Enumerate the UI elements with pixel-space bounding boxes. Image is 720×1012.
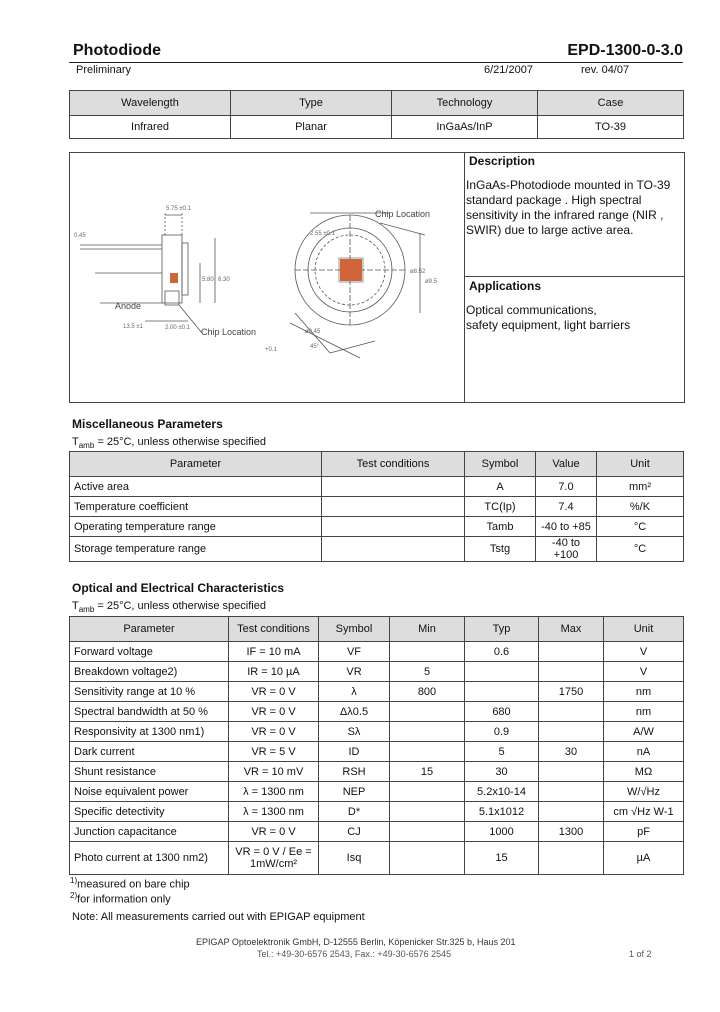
dim-label: 6.30 <box>218 277 230 283</box>
misc-cell-param: Active area <box>70 477 322 497</box>
optical-row <box>70 762 684 782</box>
optical-cell-max <box>539 722 604 742</box>
footnote-1-text: measured on bare chip <box>77 878 190 891</box>
optical-cell-cond: IR = 10 µA <box>229 662 319 682</box>
misc-row <box>70 497 684 517</box>
optical-cell-unit: µA <box>604 842 684 875</box>
optical-cell-cond: VR = 0 V <box>229 702 319 722</box>
dim-label: +0.1 <box>265 347 277 353</box>
optical-row <box>70 782 684 802</box>
optical-cell-typ: 15 <box>465 842 539 875</box>
misc-header: Unit <box>597 452 684 477</box>
dim-label: 2.55 ±0.1 <box>310 231 335 237</box>
optical-cell-typ <box>465 662 539 682</box>
summary-value: Infrared <box>70 116 231 139</box>
optical-cell-min <box>390 782 465 802</box>
optical-cell-param: Specific detectivity <box>70 802 229 822</box>
optical-cell-min <box>390 642 465 662</box>
misc-cell-symbol: A <box>465 477 536 497</box>
description-line: standard package . High spectral <box>466 193 642 207</box>
misc-cell-symbol: Tstg <box>465 537 536 562</box>
optical-cell-symbol: Isq <box>319 842 390 875</box>
misc-header: Value <box>536 452 597 477</box>
optical-cell-unit: nm <box>604 702 684 722</box>
optical-cell-min <box>390 802 465 822</box>
footnote-1: $^{1)}$measured on bare chip <box>70 876 190 891</box>
dim-label: 5.75 ±0.1 <box>166 206 191 212</box>
optical-cell-max <box>539 662 604 682</box>
optical-cell-symbol: NEP <box>319 782 390 802</box>
description-line: SWIR) due to large active area. <box>466 223 634 237</box>
dim-label: ø9.5 <box>425 279 438 285</box>
optical-cell-param: Photo current at 1300 nm2) <box>70 842 229 875</box>
optical-cell-cond: VR = 0 V <box>229 822 319 842</box>
misc-cell-unit: mm² <box>597 477 684 497</box>
part-number: EPD-1300-0-3.0 <box>567 42 683 59</box>
misc-table <box>69 451 684 562</box>
optical-cell-param: Forward voltage <box>70 642 229 662</box>
misc-row <box>70 517 684 537</box>
optical-cell-max <box>539 762 604 782</box>
misc-cell-value: -40 to +85 <box>536 517 597 537</box>
optical-cell-typ: 680 <box>465 702 539 722</box>
optical-cell-typ: 5 <box>465 742 539 762</box>
summary-header: Wavelength <box>70 91 231 116</box>
optical-condition: $T_{amb} = 25^\circ C$, unless otherwise specified <box>72 600 266 615</box>
misc-header: Parameter <box>70 452 322 477</box>
optical-cell-symbol: λ <box>319 682 390 702</box>
dim-label: 0.45 <box>74 233 86 239</box>
misc-condition-text: unless otherwise specified <box>137 436 266 448</box>
optical-cell-symbol: VR <box>319 662 390 682</box>
description-text <box>466 178 670 238</box>
optical-cell-unit: nm <box>604 682 684 702</box>
misc-cell-param: Operating temperature range <box>70 517 322 537</box>
applications-line: safety equipment, light barriers <box>466 318 631 332</box>
optical-row <box>70 682 684 702</box>
optical-heading: Optical and Electrical Characteristics <box>72 581 285 595</box>
top-chip <box>340 259 362 281</box>
misc-cell-unit: °C <box>597 537 684 562</box>
applications-text <box>466 303 630 333</box>
optical-table <box>69 616 684 875</box>
optical-cell-cond: λ = 1300 nm <box>229 802 319 822</box>
panel-divider <box>464 152 465 402</box>
optical-cell-cond: VR = 10 mV <box>229 762 319 782</box>
optical-header: Test conditions <box>229 617 319 642</box>
dim-label: 13.5 ±1 <box>123 324 143 330</box>
misc-heading: Miscellaneous Parameters <box>72 417 223 431</box>
panel-hdivider <box>464 276 684 277</box>
optical-header: Typ <box>465 617 539 642</box>
optical-cell-cond: IF = 10 mA <box>229 642 319 662</box>
optical-cell-min <box>390 742 465 762</box>
misc-cell-unit: °C <box>597 517 684 537</box>
optical-cell-unit: A/W <box>604 722 684 742</box>
optical-cell-symbol: CJ <box>319 822 390 842</box>
side-chip <box>170 273 178 283</box>
misc-cell-cond <box>322 537 465 562</box>
optical-row <box>70 702 684 722</box>
optical-cell-max: 1300 <box>539 822 604 842</box>
optical-cell-unit: V <box>604 642 684 662</box>
optical-cell-max <box>539 782 604 802</box>
misc-cell-param: Temperature coefficient <box>70 497 322 517</box>
misc-cell-cond <box>322 517 465 537</box>
summary-table <box>69 90 684 139</box>
optical-header: Unit <box>604 617 684 642</box>
misc-row <box>70 477 684 497</box>
package-drawing <box>70 153 463 400</box>
optical-cell-typ: 30 <box>465 762 539 782</box>
optical-cell-typ: 1000 <box>465 822 539 842</box>
misc-cell-value: 7.4 <box>536 497 597 517</box>
optical-cell-unit: V <box>604 662 684 682</box>
misc-cell-value: -40 to +100 <box>536 537 597 562</box>
dim-label: 5.80 <box>202 277 214 283</box>
optical-header: Symbol <box>319 617 390 642</box>
footnote-2: $^{2)}$for information only <box>70 891 171 906</box>
optical-cell-typ <box>465 682 539 702</box>
description-line: InGaAs-Photodiode mounted in TO-39 <box>466 178 671 192</box>
footer-page: 1 of 2 <box>629 949 652 959</box>
footer-contact: Tel.: +49-30-6576 2543, Fax.: +49-30-6576 2545 <box>257 949 452 959</box>
optical-cell-symbol: RSH <box>319 762 390 782</box>
optical-cell-typ: 0.6 <box>465 642 539 662</box>
optical-cell-param: Breakdown voltage2) <box>70 662 229 682</box>
misc-cell-symbol: TC(Ip) <box>465 497 536 517</box>
optical-cell-cond: VR = 5 V <box>229 742 319 762</box>
optical-row <box>70 662 684 682</box>
optical-condition-text: unless otherwise specified <box>137 600 266 612</box>
optical-row <box>70 802 684 822</box>
dim-label: ø8.52 <box>410 269 426 275</box>
status-label: Preliminary <box>76 64 132 76</box>
optical-cell-param: Sensitivity range at 10 % <box>70 682 229 702</box>
optical-cell-typ: 5.2x10-14 <box>465 782 539 802</box>
doc-title: Photodiode <box>73 42 161 59</box>
optical-cell-param: Junction capacitance <box>70 822 229 842</box>
optical-cell-param: Spectral bandwidth at 50 % <box>70 702 229 722</box>
optical-cell-symbol: Sλ <box>319 722 390 742</box>
optical-row <box>70 642 684 662</box>
dim-label: 2.00 ±0.1 <box>165 325 190 331</box>
applications-line: Optical communications, <box>466 303 597 317</box>
misc-cell-cond <box>322 477 465 497</box>
summary-header: Type <box>231 91 392 116</box>
optical-header: Min <box>390 617 465 642</box>
footnote-2-text: for information only <box>77 893 171 906</box>
summary-value: InGaAs/InP <box>392 116 538 139</box>
optical-cell-min: 5 <box>390 662 465 682</box>
optical-cell-min <box>390 822 465 842</box>
description-line: sensitivity in the infrared range (NIR , <box>466 208 664 222</box>
optical-cell-unit: W/√Hz <box>604 782 684 802</box>
optical-cell-cond: VR = 0 V / Ee = 1mW/cm² <box>229 842 319 875</box>
chip-location-label-top: Chip Location <box>375 209 431 219</box>
anode-label: Anode <box>115 301 142 311</box>
optical-cell-typ: 0.9 <box>465 722 539 742</box>
optical-cell-min <box>390 722 465 742</box>
summary-header: Case <box>538 91 684 116</box>
optical-cell-symbol: VF <box>319 642 390 662</box>
misc-cell-cond <box>322 497 465 517</box>
chip-location-label-bottom: Chip Location <box>201 327 257 337</box>
description-heading: Description <box>469 154 536 168</box>
misc-cell-value: 7.0 <box>536 477 597 497</box>
optical-cell-symbol: ID <box>319 742 390 762</box>
doc-date: 6/21/2007 <box>484 64 533 76</box>
optical-cell-unit: nA <box>604 742 684 762</box>
revision: rev. 04/07 <box>581 64 630 76</box>
optical-row <box>70 842 684 875</box>
optical-cell-typ: 5.1x1012 <box>465 802 539 822</box>
optical-cell-min: 800 <box>390 682 465 702</box>
misc-row <box>70 537 684 562</box>
footnote-all: Note: All measurements carried out with EPIGAP equipment <box>72 911 365 923</box>
header-rule <box>69 62 683 63</box>
optical-cell-unit: pF <box>604 822 684 842</box>
optical-row <box>70 822 684 842</box>
optical-cell-min: 15 <box>390 762 465 782</box>
optical-cell-max <box>539 642 604 662</box>
optical-cell-param: Dark current <box>70 742 229 762</box>
misc-header: Test conditions <box>322 452 465 477</box>
optical-cell-symbol: D* <box>319 802 390 822</box>
optical-cell-max: 1750 <box>539 682 604 702</box>
optical-cell-max: 30 <box>539 742 604 762</box>
applications-heading: Applications <box>469 279 542 293</box>
dim-label: ø0.45 <box>305 329 321 335</box>
optical-cell-unit: MΩ <box>604 762 684 782</box>
optical-cell-cond: VR = 0 V <box>229 682 319 702</box>
optical-cell-symbol: Δλ0.5 <box>319 702 390 722</box>
optical-cell-cond: λ = 1300 nm <box>229 782 319 802</box>
optical-cell-param: Noise equivalent power <box>70 782 229 802</box>
footer-company: EPIGAP Optoelektronik GmbH, D-12555 Berlin, Köpenicker Str.325 b, Haus 201 <box>196 937 516 947</box>
optical-row <box>70 722 684 742</box>
optical-cell-max <box>539 702 604 722</box>
optical-cell-max <box>539 842 604 875</box>
summary-header: Technology <box>392 91 538 116</box>
misc-header: Symbol <box>465 452 536 477</box>
misc-cell-unit: %/K <box>597 497 684 517</box>
misc-cell-symbol: Tamb <box>465 517 536 537</box>
package-cap <box>182 243 188 295</box>
misc-condition: $T_{amb} = 25^\circ C$, unless otherwise specified <box>72 436 266 451</box>
summary-value: Planar <box>231 116 392 139</box>
optical-cell-min <box>390 702 465 722</box>
summary-value: TO-39 <box>538 116 684 139</box>
optical-row <box>70 742 684 762</box>
optical-cell-cond: VR = 0 V <box>229 722 319 742</box>
misc-cell-param: Storage temperature range <box>70 537 322 562</box>
optical-cell-unit: cm √Hz W-1 <box>604 802 684 822</box>
dim-label: 45° <box>310 344 320 350</box>
optical-cell-max <box>539 802 604 822</box>
optical-cell-min <box>390 842 465 875</box>
optical-header: Parameter <box>70 617 229 642</box>
optical-cell-param: Shunt resistance <box>70 762 229 782</box>
optical-header: Max <box>539 617 604 642</box>
optical-cell-param: Responsivity at 1300 nm1) <box>70 722 229 742</box>
